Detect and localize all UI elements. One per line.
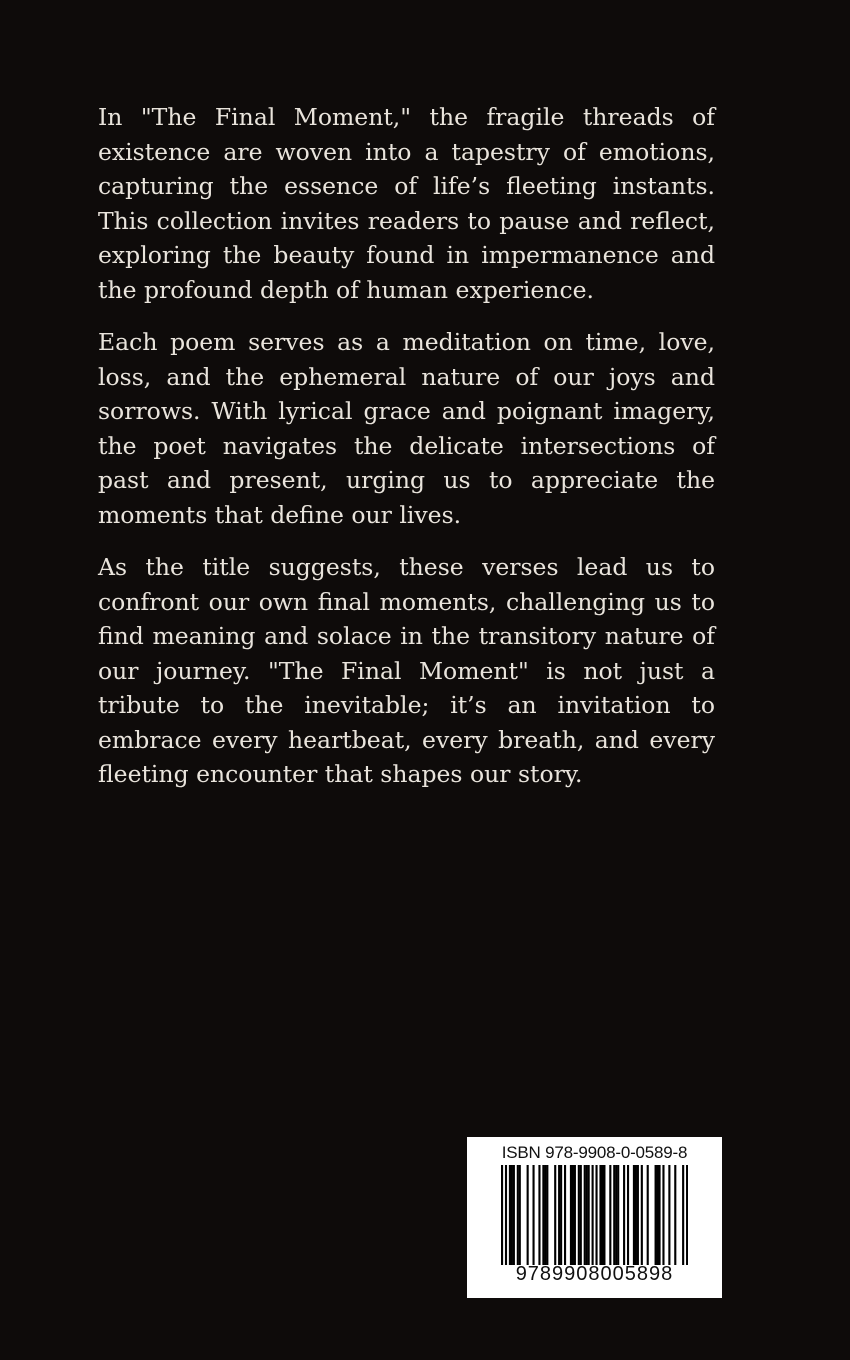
barcode-bar: [655, 1165, 657, 1265]
barcode-bar: [578, 1165, 580, 1265]
barcode-bar: [633, 1165, 635, 1265]
barcode-bar: [558, 1165, 560, 1265]
blurb-paragraph-2: Each poem serves as a meditation on time, love, loss, and the ephemeral nature of our joys and sorrows. With lyrical grace and poignant imagery, the poet navigates the delicate intersections of past and present, urging us to appreciate the moments that define our lives.: [98, 328, 715, 529]
barcode-graphic: [501, 1165, 688, 1265]
barcode-bar: [615, 1165, 617, 1265]
barcode-bar: [511, 1165, 513, 1265]
blurb-paragraph-3: As the title suggests, these verses lead us to confront our own final moments, challenging us to find meaning and solace in the transitory nature of our journey. "The Final Moment" is not just a tribute to the inevitable; it’s an invitation to embrace every heartbeat, every breath, and every fleeting encounter that shapes our story.: [98, 553, 715, 788]
barcode-bar: [592, 1165, 594, 1265]
barcode-bar: [505, 1165, 507, 1265]
barcode-bar: [613, 1165, 615, 1265]
barcode-bar: [595, 1165, 597, 1265]
barcode-bar: [609, 1165, 611, 1265]
barcode-bar: [538, 1165, 540, 1265]
barcode-bar: [599, 1165, 601, 1265]
barcode-bar: [647, 1165, 649, 1265]
barcode-bar: [635, 1165, 637, 1265]
barcode-bar: [588, 1165, 590, 1265]
barcode-bar: [544, 1165, 546, 1265]
barcode-bar: [603, 1165, 605, 1265]
barcode-bar: [554, 1165, 556, 1265]
barcode-bar: [657, 1165, 659, 1265]
barcode-bars: [501, 1165, 688, 1265]
barcode-bar: [637, 1165, 639, 1265]
barcode-bar: [617, 1165, 619, 1265]
barcode-bar: [560, 1165, 562, 1265]
blurb-paragraph-1: In "The Final Moment," the fragile threads of existence are woven into a tapestry of emotions, capturing the essence of life’s fleeting instants. This collection invites readers to pause and reflect, exploring the beauty found in impermanence and the profound depth of human experience.: [98, 103, 715, 304]
isbn-label: ISBN 978-9908-0-0589-8: [501, 1143, 688, 1162]
barcode-bar: [586, 1165, 588, 1265]
barcode-bar: [641, 1165, 643, 1265]
barcode-bar: [623, 1165, 625, 1265]
barcode-bar: [513, 1165, 515, 1265]
barcode-bar: [658, 1165, 660, 1265]
barcode-bar: [572, 1165, 574, 1265]
barcode-bar: [501, 1165, 503, 1265]
barcode-bar: [509, 1165, 511, 1265]
barcode-bar: [519, 1165, 521, 1265]
barcode-bar: [574, 1165, 576, 1265]
barcode-bar: [584, 1165, 586, 1265]
isbn-barcode-box: [467, 1137, 722, 1298]
blurb-text: [98, 100, 715, 810]
barcode-bar: [527, 1165, 529, 1265]
barcode-bar: [517, 1165, 519, 1265]
barcode-bar: [627, 1165, 629, 1265]
barcode-bar: [662, 1165, 664, 1265]
barcode-bar: [542, 1165, 544, 1265]
barcode-bar: [570, 1165, 572, 1265]
barcode-number: 9789908005898: [515, 1263, 674, 1285]
barcode-bar: [564, 1165, 566, 1265]
barcode-bar: [580, 1165, 582, 1265]
barcode-bar: [532, 1165, 534, 1265]
barcode-bar: [668, 1165, 670, 1265]
barcode-bar: [686, 1165, 688, 1265]
barcode-bar: [546, 1165, 548, 1265]
barcode-bar: [674, 1165, 676, 1265]
barcode-bar: [601, 1165, 603, 1265]
barcode-bar: [682, 1165, 684, 1265]
